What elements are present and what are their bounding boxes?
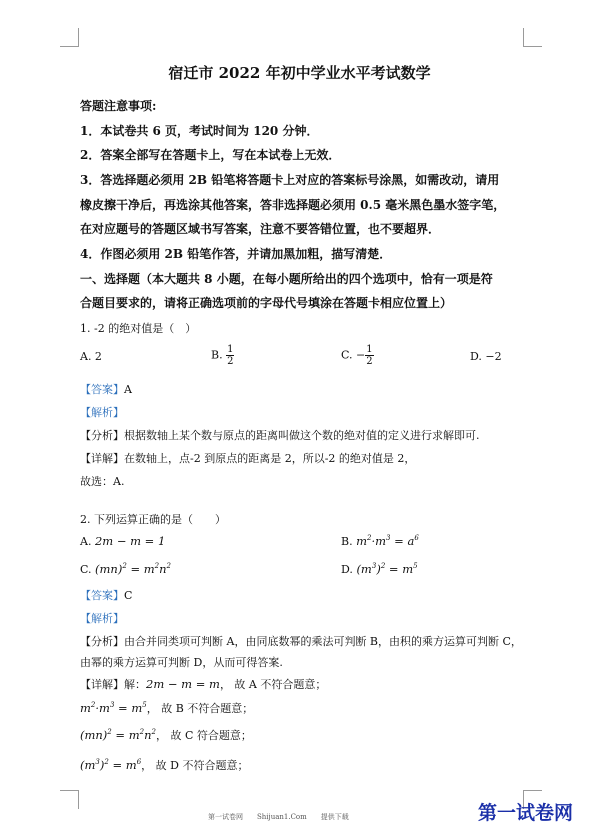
- crop-mark-top-right: [523, 28, 542, 47]
- q1-jiexi-label: 【解析】: [80, 406, 124, 419]
- q1-option-d: D. −2: [470, 350, 502, 363]
- crop-mark-bottom-left: [60, 790, 79, 809]
- page-title: 宿迁市 2022 年初中学业水平考试数学: [168, 64, 431, 82]
- q2-detail-4: $(m^3)^2 = m^6$， 故 D 不符合题意；: [80, 758, 249, 772]
- notice-line-3b: 橡皮擦干净后，再选涂其他答案，答非选择题必须用 0.5 毫米黑色墨水签字笔，: [80, 198, 506, 212]
- notice-line-4: 4．作图必须用 2B 铅笔作答，并请加黑加粗，描写清楚．: [80, 247, 392, 261]
- q2-detail-3: $(mn)^2 = m^2n^2$， 故 C 符合题意；: [80, 728, 252, 742]
- q2-detail-2: $m^2\cdot m^3 = m^5$， 故 B 不符合题意；: [80, 701, 254, 715]
- q1-xiangjie: 【详解】在数轴上，点-2 到原点的距离是 2，所以-2 的绝对值是 2，: [80, 452, 416, 465]
- q1-conclusion: 故选：A.: [80, 475, 125, 488]
- q2-answer: 【答案】C: [80, 589, 133, 602]
- page-footer: 第一试卷网 Shijuan1.Com 提供下载: [208, 813, 349, 821]
- q1-answer: 【答案】A: [80, 383, 132, 396]
- crop-mark-top-left: [60, 28, 79, 47]
- section-heading-a: 一、选择题（本大题共 8 小题，在每小题所给出的四个选项中，恰有一项是符: [80, 272, 493, 286]
- q2-fenxi-a: 【分析】由合并同类项可判断 A，由同底数幂的乘法可判断 B，由积的乘方运算可判断 C，: [80, 635, 522, 648]
- notice-line-3c: 在对应题号的答题区域书写答案，注意不要答错位置，也不要超界．: [80, 222, 441, 236]
- q1-option-a: A. 2: [80, 350, 102, 363]
- q1-option-c: C. − $\frac{1}{2}$: [341, 344, 373, 367]
- notice-heading: 答题注意事项:: [80, 99, 157, 113]
- notice-line-3a: 3．答选择题必须用 2B 铅笔将答题卡上对应的答案标号涂黑，如需改动，请用: [80, 173, 500, 187]
- q1-option-b: B. $\frac{1}{2}$: [211, 344, 234, 367]
- q2-option-a: A. 2m − m = 1: [80, 534, 166, 548]
- section-heading-b: 合题目要求的，请将正确选项前的字母代号填涂在答题卡相应位置上）: [80, 296, 453, 310]
- q1-fenxi: 【分析】根据数轴上某个数与原点的距离叫做这个数的绝对值的定义进行求解即可.: [80, 429, 480, 442]
- q2-option-d: D. $(m^3)^2 = m^5$: [341, 562, 418, 576]
- q2-detail-1: 【详解】解：2m − m = m， 故 A 不符合题意；: [80, 677, 327, 691]
- q2-fenxi-b: 由幂的乘方运算可判断 D，从而可得答案.: [80, 656, 283, 669]
- q1-stem: 1. -2 的绝对值是（ ）: [80, 322, 197, 335]
- site-logo: 第一试卷网: [478, 802, 574, 824]
- notice-line-2: 2．答案全部写在答题卡上，写在本试卷上无效．: [80, 148, 341, 162]
- q2-jiexi-label: 【解析】: [80, 612, 124, 625]
- q2-option-b: B. $m^2\cdot m^3 = a^6$: [341, 534, 419, 548]
- notice-line-1: 1．本试卷共 6 页，考试时间为 120 分钟．: [80, 124, 319, 138]
- q2-stem: 2. 下列运算正确的是（ ）: [80, 513, 226, 526]
- q2-option-c: C. $(mn)^2 = m^2n^2$: [80, 562, 172, 576]
